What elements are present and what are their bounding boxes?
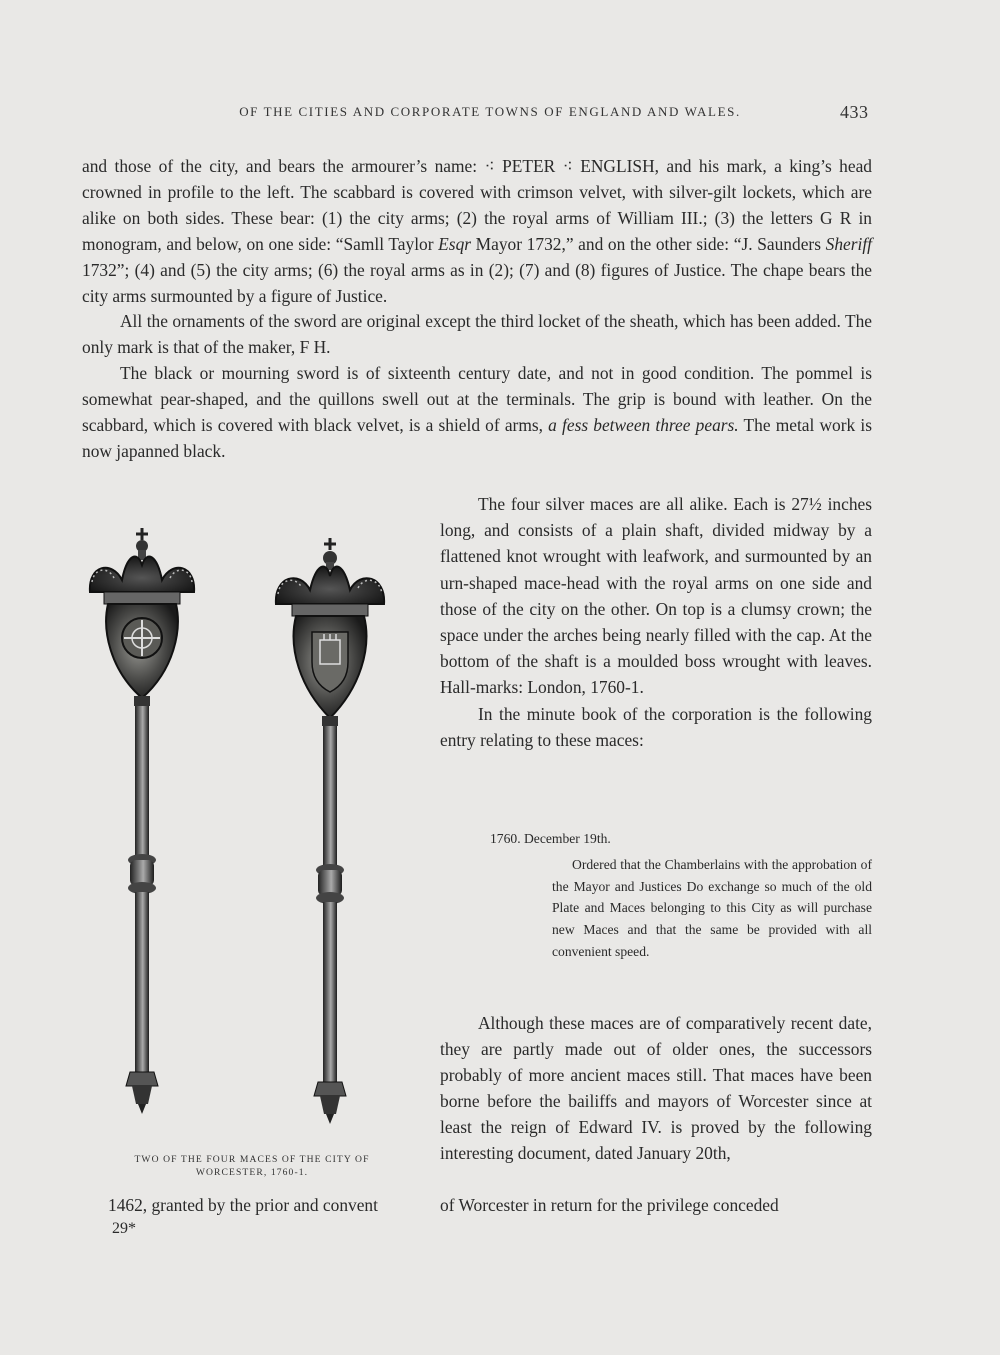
page-number: 433 xyxy=(840,102,869,122)
right-column-text-2 xyxy=(440,1010,872,1167)
paragraph-5: In the minute book of the corporation is the following entry relating to these maces: xyxy=(440,703,872,750)
mace-left xyxy=(90,528,194,1114)
minute-book-entry xyxy=(490,828,872,963)
running-title: OF THE CITIES AND CORPORATE TOWNS OF ENGLAND AND WALES. xyxy=(239,104,741,119)
caption-line-2: WORCESTER, 1760-1. xyxy=(195,1167,309,1178)
entry-text: Ordered that the Chamberlains with the approbation of the Mayor and Justices Do exchange so much of the old Plate and Maces belonging to this City as will purchase new Maces and that the same be provided with all convenient speed. xyxy=(552,856,872,959)
signature-mark: 29* xyxy=(112,1220,136,1237)
entry-date: 1760. December 19th. xyxy=(490,831,611,846)
paragraph-4: The four silver maces are all alike. Each is 27½ inches long, and consists of a plain shaft, divided midway by a flattened knot wrought with leafwork, and surmounted by an urn-shaped mace-head with the royal arms on one side and those of the city on the other. On top is a clumsy crown; the space under the arches being nearly filled with the cap. At the bottom of the shaft is a moulded boss wrought with leaves. Hall-marks: London, 1760-1. xyxy=(440,494,872,698)
paragraph-1: and those of the city, and bears the armourer’s name: ⁖ PETER ⁖ ENGLISH, and his mark, a king’s head crowned in profile to the left. The scabbard is covered with crimson velvet, with silver-gilt lockets, which are alike on both sides. These bear: (1) the city arms; (2) the royal arms of William III.; (3) the letters G R in monogram, and below, on one side: “Samll Taylor Esqr Mayor 1732,” and on the other side: “J. Saunders Sheriff 1732”; (4) and (5) the city arms; (6) the royal arms as in (2); (7) and (8) figures of Justice. The chape bears the city arms surmounted by a figure of Justice. xyxy=(82,156,872,306)
last-line-left: 1462, granted by the prior and convent xyxy=(108,1195,378,1215)
last-line-right: of Worcester in return for the privilege conceded xyxy=(440,1195,779,1215)
full-width-text xyxy=(82,154,872,465)
sheriff-word: Sheriff xyxy=(825,233,872,254)
caption-line-1: TWO OF THE FOUR MACES OF THE CITY OF xyxy=(134,1154,370,1165)
mace-right xyxy=(276,538,384,1124)
paragraph-2: All the ornaments of the sword are original except the third locket of the sheath, which has been added. The only mark is that of the maker, F H. xyxy=(82,311,872,358)
maces-engraving xyxy=(82,520,422,1150)
paragraph-6: Although these maces are of comparatively recent date, they are partly made out of older ones, the successors probably of more ancient maces still. That maces have been borne before the bailiffs and mayors of Worcester since at least the reign of Edward IV. is proved by the following interesting document, dated January 20th, xyxy=(440,1013,872,1164)
blazon-text: a fess between three pears. xyxy=(548,415,739,436)
right-column-text xyxy=(440,491,872,753)
esquire-abbrev: Esqr xyxy=(438,233,472,254)
figure-caption xyxy=(84,1153,420,1179)
paragraph-3: The black or mourning sword is of sixteenth century date, and not in good condition. The pommel is somewhat pear-shaped, and the quillons swell out at the terminals. The grip is bound with leather. On the scabbard, which is covered with black velvet, is a shield of arms, a fess between three pears. The metal work is now japanned black. xyxy=(82,363,872,461)
